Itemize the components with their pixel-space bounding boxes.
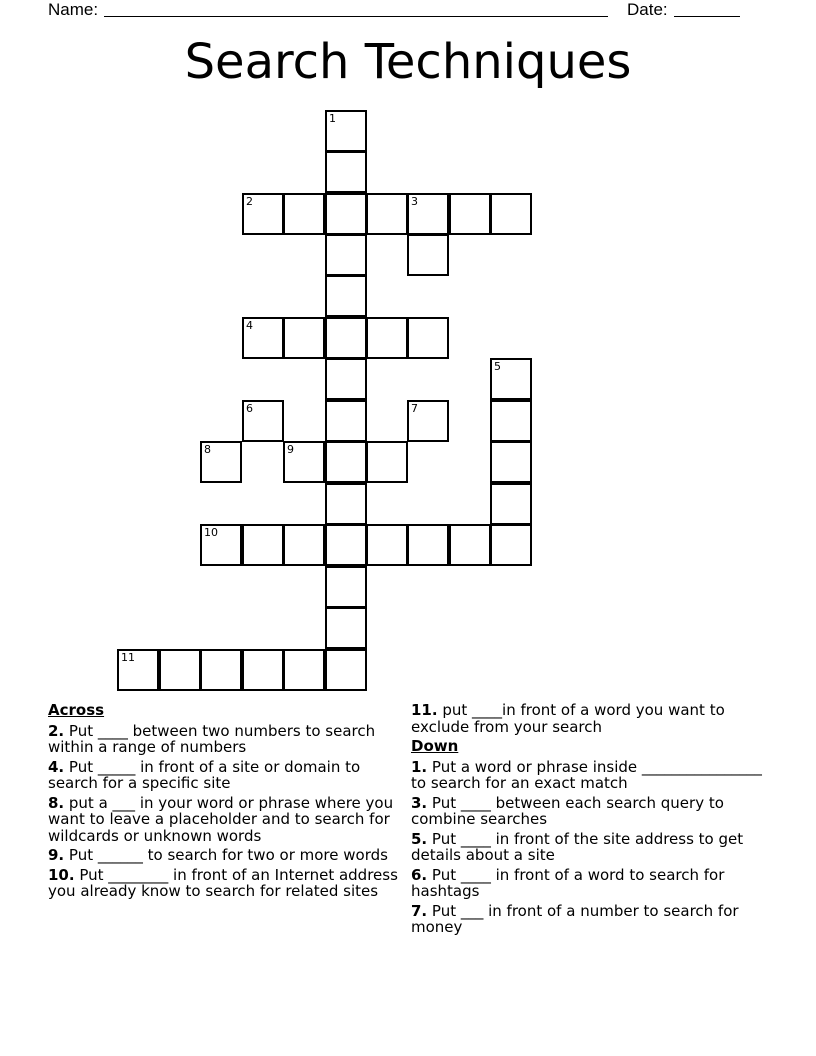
- grid-cell[interactable]: [283, 649, 325, 691]
- grid-cell[interactable]: [325, 234, 367, 276]
- grid-cell[interactable]: [200, 441, 242, 483]
- grid-cell[interactable]: [366, 441, 408, 483]
- clue-number: 9: [287, 443, 294, 456]
- clues-left-column: [48, 702, 404, 903]
- grid-cell[interactable]: [325, 275, 367, 317]
- grid-cell[interactable]: [325, 524, 367, 566]
- across-clue-10: 10. Put ________ in front of an Internet address you already know to search for related sites: [48, 865, 398, 900]
- grid-cell[interactable]: [325, 317, 367, 359]
- grid-cell[interactable]: [159, 649, 201, 691]
- grid-cell[interactable]: [325, 358, 367, 400]
- grid-cell[interactable]: [283, 317, 325, 359]
- grid-cell[interactable]: [242, 193, 284, 235]
- grid-cell[interactable]: [325, 193, 367, 235]
- grid-cell[interactable]: [242, 524, 284, 566]
- grid-cell[interactable]: [407, 193, 449, 235]
- name-label: Name:: [48, 0, 99, 19]
- grid-cell[interactable]: [325, 566, 367, 608]
- grid-cell[interactable]: [242, 400, 284, 442]
- grid-cell[interactable]: [366, 524, 408, 566]
- grid-cell[interactable]: [325, 151, 367, 193]
- grid-cell[interactable]: [407, 524, 449, 566]
- grid-cell[interactable]: [490, 193, 532, 235]
- clue-number: 11: [121, 651, 135, 664]
- down-heading: Down: [411, 737, 459, 755]
- clue-number: 5: [494, 360, 501, 373]
- clue-number: 8: [204, 443, 211, 456]
- grid-cell[interactable]: [366, 317, 408, 359]
- grid-cell[interactable]: [366, 193, 408, 235]
- grid-cell[interactable]: [407, 400, 449, 442]
- page-title: Search Techniques: [184, 34, 632, 90]
- clue-number: 3: [411, 195, 418, 208]
- down-clue-5: 5. Put ____ in front of the site address to get details about a site: [411, 829, 744, 864]
- date-label: Date:: [627, 0, 668, 19]
- grid-cell[interactable]: [407, 234, 449, 276]
- grid-cell[interactable]: [200, 649, 242, 691]
- across-clue-11: 11. put ____in front of a word you want to exclude from your search: [411, 701, 725, 736]
- down-clue-7: 7. Put ___ in front of a number to search for money: [411, 901, 739, 936]
- across-clue-8: 8. put a ___ in your word or phrase where you want to leave a placeholder and to search for wildcards or unknown words: [48, 793, 394, 845]
- grid-cell[interactable]: [283, 441, 325, 483]
- clue-number: 2: [246, 195, 253, 208]
- grid-cell[interactable]: [325, 649, 367, 691]
- grid-cell[interactable]: [242, 317, 284, 359]
- grid-cell[interactable]: [117, 649, 159, 691]
- grid-cell[interactable]: [449, 524, 491, 566]
- clue-number: 6: [246, 402, 253, 415]
- grid-cell[interactable]: [490, 441, 532, 483]
- grid-cell[interactable]: [490, 524, 532, 566]
- grid-cell[interactable]: [200, 524, 242, 566]
- grid-cell[interactable]: [283, 193, 325, 235]
- grid-cell[interactable]: [325, 441, 367, 483]
- across-clue-9: 9. Put ______ to search for two or more words: [48, 846, 388, 864]
- grid-cell[interactable]: [242, 649, 284, 691]
- clue-number: 7: [411, 402, 418, 415]
- grid-cell[interactable]: [325, 483, 367, 525]
- clue-number: 1: [329, 112, 336, 125]
- grid-cell[interactable]: [449, 193, 491, 235]
- grid-cell[interactable]: [283, 524, 325, 566]
- down-clue-1: 1. Put a word or phrase inside ________________ to search for an exact match: [411, 757, 762, 792]
- clues-right-column: [411, 702, 767, 939]
- grid-cell[interactable]: [325, 110, 367, 152]
- across-clue-2: 2. Put ____ between two numbers to search within a range of numbers: [48, 721, 376, 756]
- grid-cell[interactable]: [407, 317, 449, 359]
- down-clue-6: 6. Put ____ in front of a word to search for hashtags: [411, 865, 725, 900]
- across-clue-4: 4. Put _____ in front of a site or domain to search for a specific site: [48, 757, 361, 792]
- across-heading: Across: [48, 701, 105, 719]
- down-clue-3: 3. Put ____ between each search query to combine searches: [411, 793, 724, 828]
- clue-number: 10: [204, 526, 218, 539]
- grid-cell[interactable]: [490, 400, 532, 442]
- grid-cell[interactable]: [325, 400, 367, 442]
- grid-cell[interactable]: [490, 358, 532, 400]
- grid-cell[interactable]: [490, 483, 532, 525]
- grid-cell[interactable]: [325, 607, 367, 649]
- clue-number: 4: [246, 319, 253, 332]
